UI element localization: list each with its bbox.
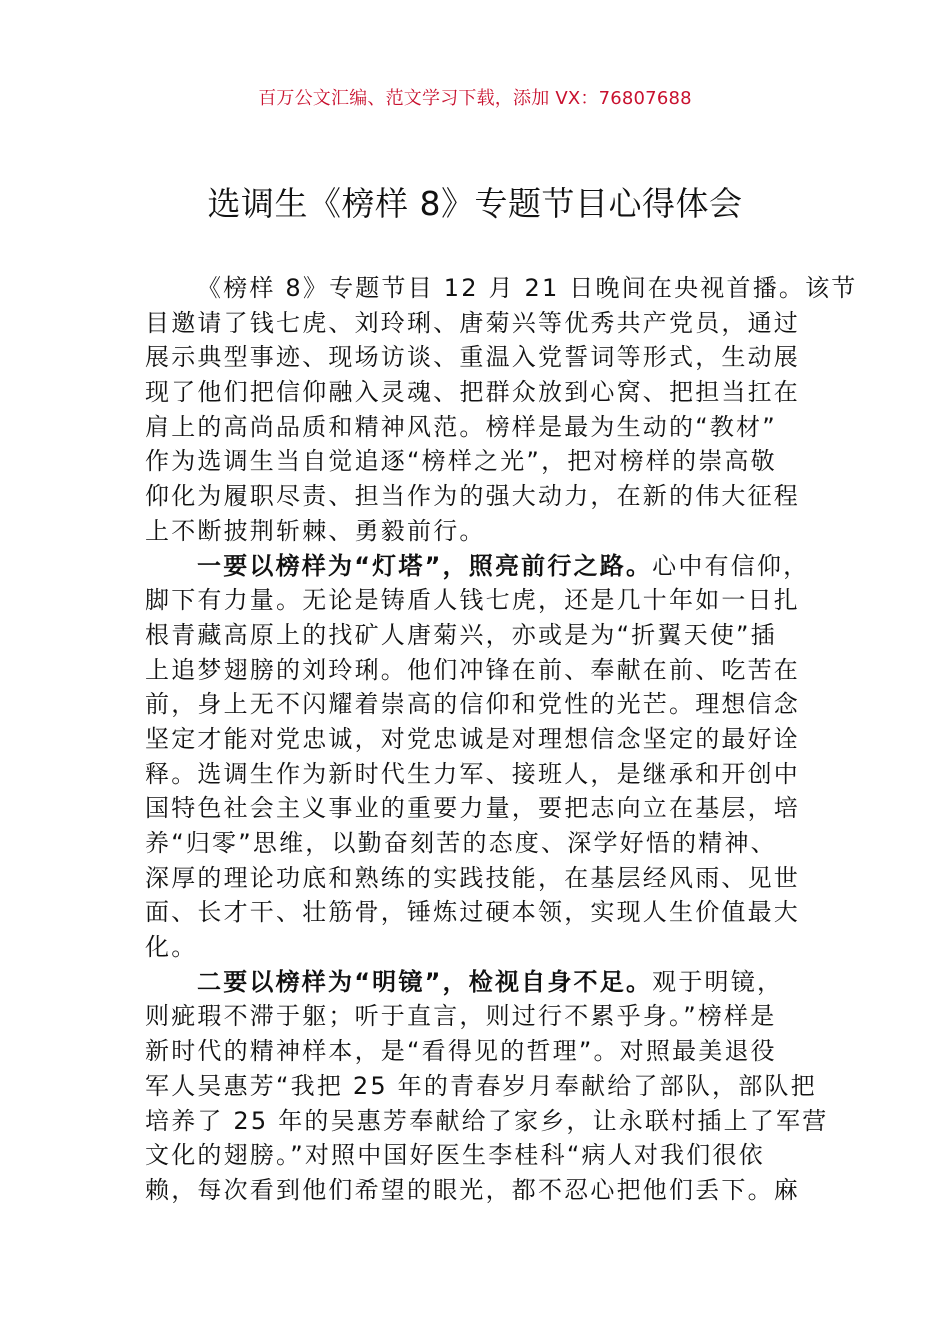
line-text: 则疵瑕不滞于躯；听于直言，则过行不累乎身。”榜样是 [145, 1002, 777, 1031]
text-line [145, 930, 825, 965]
line-text: 脚下有力量。无论是铸盾人钱七虎，还是几十年如一日扎 [145, 586, 800, 615]
document-body [145, 271, 858, 1208]
line-text: 文化的翅膀。”对照中国好医生李桂科“病人对我们很依 [145, 1141, 765, 1170]
text-line [145, 375, 825, 410]
line-text: 展示典型事迹、现场访谈、重温入党誓词等形式，生动展 [145, 343, 800, 372]
text-line [145, 653, 825, 688]
line-text: 前，身上无不闪耀着崇高的信仰和党性的光芒。理想信念 [145, 690, 800, 719]
text-line [145, 479, 825, 514]
line-text: 肩上的高尚品质和精神风范。榜样是最为生动的“教材” [145, 412, 777, 441]
line-text: 作为选调生当自觉追逐“榜样之光”，把对榜样的崇高敬 [145, 447, 777, 476]
text-line [145, 965, 825, 1000]
text-line [145, 1034, 825, 1069]
line-text: 养“归零”思维，以勤奋刻苦的态度、深学好悟的精神、 [145, 829, 777, 857]
line-text: 面、长才干、壮筋骨，锤炼过硬本领，实现人生价值最大 [145, 898, 800, 927]
line-text: 军人吴惠芳“我把 25 年的青春岁月奉献给了部队，部队把 [145, 1071, 817, 1100]
line-text: 目邀请了钱七虎、刘玲琍、唐菊兴等优秀共产党员，通过 [145, 308, 800, 337]
line-text: 化。 [145, 933, 198, 962]
text-line [145, 444, 825, 479]
line-text: 上不断披荆斩棘、勇毅前行。 [145, 516, 486, 545]
text-line [145, 791, 825, 826]
text-line [145, 1138, 825, 1173]
text-line [145, 722, 825, 757]
line-text: 《榜样 8》专题节目 12 月 21 日晚间在央视首播。该节 [197, 274, 858, 302]
line-text: 上追梦翅膀的刘玲琍。他们冲锋在前、奉献在前、吃苦在 [145, 655, 800, 684]
paragraph [145, 549, 825, 965]
text-line [145, 549, 825, 584]
line-text: 培养了 25 年的吴惠芳奉献给了家乡，让永联村插上了军营 [145, 1106, 829, 1135]
text-line [145, 514, 825, 549]
paragraph [145, 965, 829, 1208]
line-text: 现了他们把信仰融入灵魂、把群众放到心窝、把担当扛在 [145, 378, 800, 407]
line-text: 释。选调生作为新时代生力军、接班人，是继承和开创中 [145, 759, 800, 788]
text-line [145, 895, 825, 930]
text-line [145, 306, 825, 341]
text-line [145, 271, 858, 306]
text-line [145, 618, 825, 653]
text-line [145, 1173, 825, 1208]
line-text: 坚定才能对党忠诚，对党忠诚是对理想信念坚定的最好诠 [145, 724, 800, 753]
text-line [145, 861, 825, 896]
paragraph-heading: 一要以榜样为“灯塔”，照亮前行之路。 [197, 551, 653, 580]
text-line [145, 999, 825, 1034]
line-text: 观于明镜， [652, 967, 784, 996]
line-text: 心中有信仰， [652, 551, 810, 580]
paragraph [145, 271, 858, 549]
text-line [145, 410, 825, 445]
watermark-header: 百万公文汇编、范文学习下载，添加 VX：76807688 [258, 88, 692, 109]
line-text: 新时代的精神样本，是“看得见的哲理”。对照最美退役 [145, 1037, 777, 1066]
line-text: 深厚的理论功底和熟练的实践技能，在基层经风雨、见世 [145, 863, 800, 892]
text-line [145, 1104, 829, 1139]
text-line [145, 1069, 825, 1104]
line-text: 根青藏高原上的找矿人唐菊兴，亦或是为“折翼天使”插 [145, 620, 777, 649]
text-line [145, 826, 825, 861]
paragraph-heading: 二要以榜样为“明镜”，检视自身不足。 [197, 967, 653, 996]
line-text: 国特色社会主义事业的重要力量，要把志向立在基层，培 [145, 794, 800, 823]
text-line [145, 340, 825, 375]
text-line [145, 687, 825, 722]
page-title: 选调生《榜样 8》专题节目心得体会 [207, 184, 743, 223]
text-line [145, 583, 825, 618]
line-text: 赖，每次看到他们希望的眼光，都不忍心把他们丢下。麻 [145, 1175, 800, 1204]
line-text: 仰化为履职尽责、担当作为的强大动力，在新的伟大征程 [145, 482, 800, 511]
text-line [145, 757, 825, 792]
